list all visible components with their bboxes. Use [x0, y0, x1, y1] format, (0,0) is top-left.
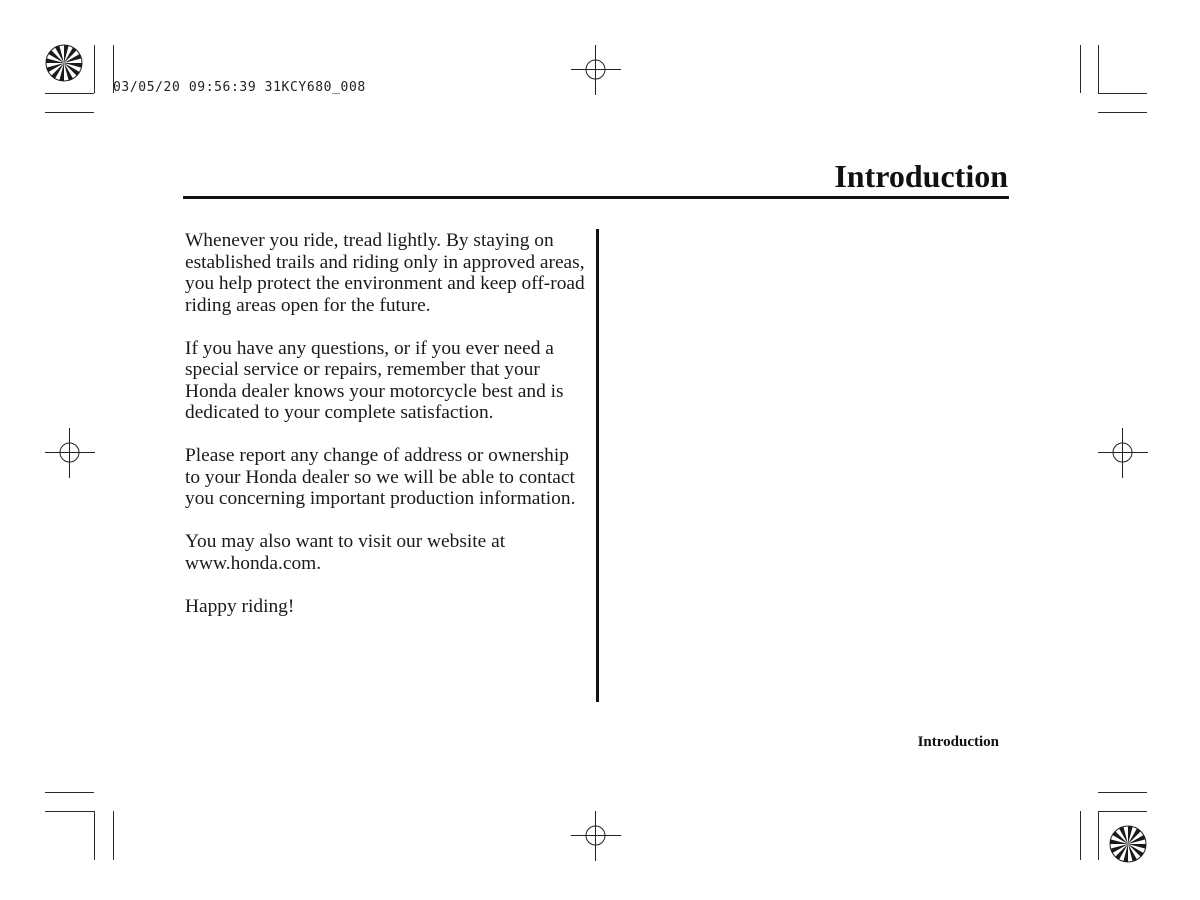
- crop-mark-line: [1098, 112, 1147, 113]
- body-column: [185, 230, 585, 639]
- paragraph: Whenever you ride, tread lightly. By staying on established trails and riding only in approved areas, you help protect the environment and keep off-road riding areas open for the future.: [185, 230, 585, 316]
- paragraph: You may also want to visit our website at www.honda.com.: [185, 531, 506, 574]
- footer-section-label: Introduction: [917, 734, 999, 750]
- page-title: Introduction: [834, 158, 1008, 194]
- crop-mark-line: [45, 93, 94, 94]
- title-divider: [183, 196, 1009, 199]
- crop-mark-line: [1098, 792, 1147, 793]
- registration-crosshair-icon: [571, 45, 621, 95]
- paragraph: Please report any change of address or ownership to your Honda dealer so we will be able to contact you concerning important production information.: [185, 445, 576, 509]
- registration-crosshair-icon: [571, 811, 621, 861]
- print-timestamp: 03/05/20 09:56:39 31KCY680_008: [113, 80, 366, 95]
- crop-mark-line: [1080, 811, 1081, 860]
- crop-mark-line: [1098, 811, 1099, 860]
- starburst-target-icon: [44, 43, 84, 83]
- starburst-target-icon: [1108, 824, 1148, 864]
- registration-crosshair-icon: [45, 428, 95, 478]
- crop-mark-line: [113, 811, 114, 860]
- column-divider: [596, 229, 599, 702]
- registration-crosshair-icon: [1098, 428, 1148, 478]
- paragraph: Happy riding!: [185, 595, 295, 617]
- crop-mark-line: [1080, 45, 1081, 93]
- crop-mark-line: [94, 811, 95, 860]
- crop-mark-line: [45, 112, 94, 113]
- crop-mark-line: [1098, 811, 1147, 812]
- crop-mark-line: [1098, 93, 1147, 94]
- crop-mark-line: [94, 45, 95, 93]
- crop-mark-line: [1098, 45, 1099, 93]
- paragraph: If you have any questions, or if you ever need a special service or repairs, remember that your Honda dealer knows your motorcycle best and is dedicated to your complete satisfaction.: [185, 337, 564, 423]
- crop-mark-line: [45, 811, 94, 812]
- crop-mark-line: [45, 792, 94, 793]
